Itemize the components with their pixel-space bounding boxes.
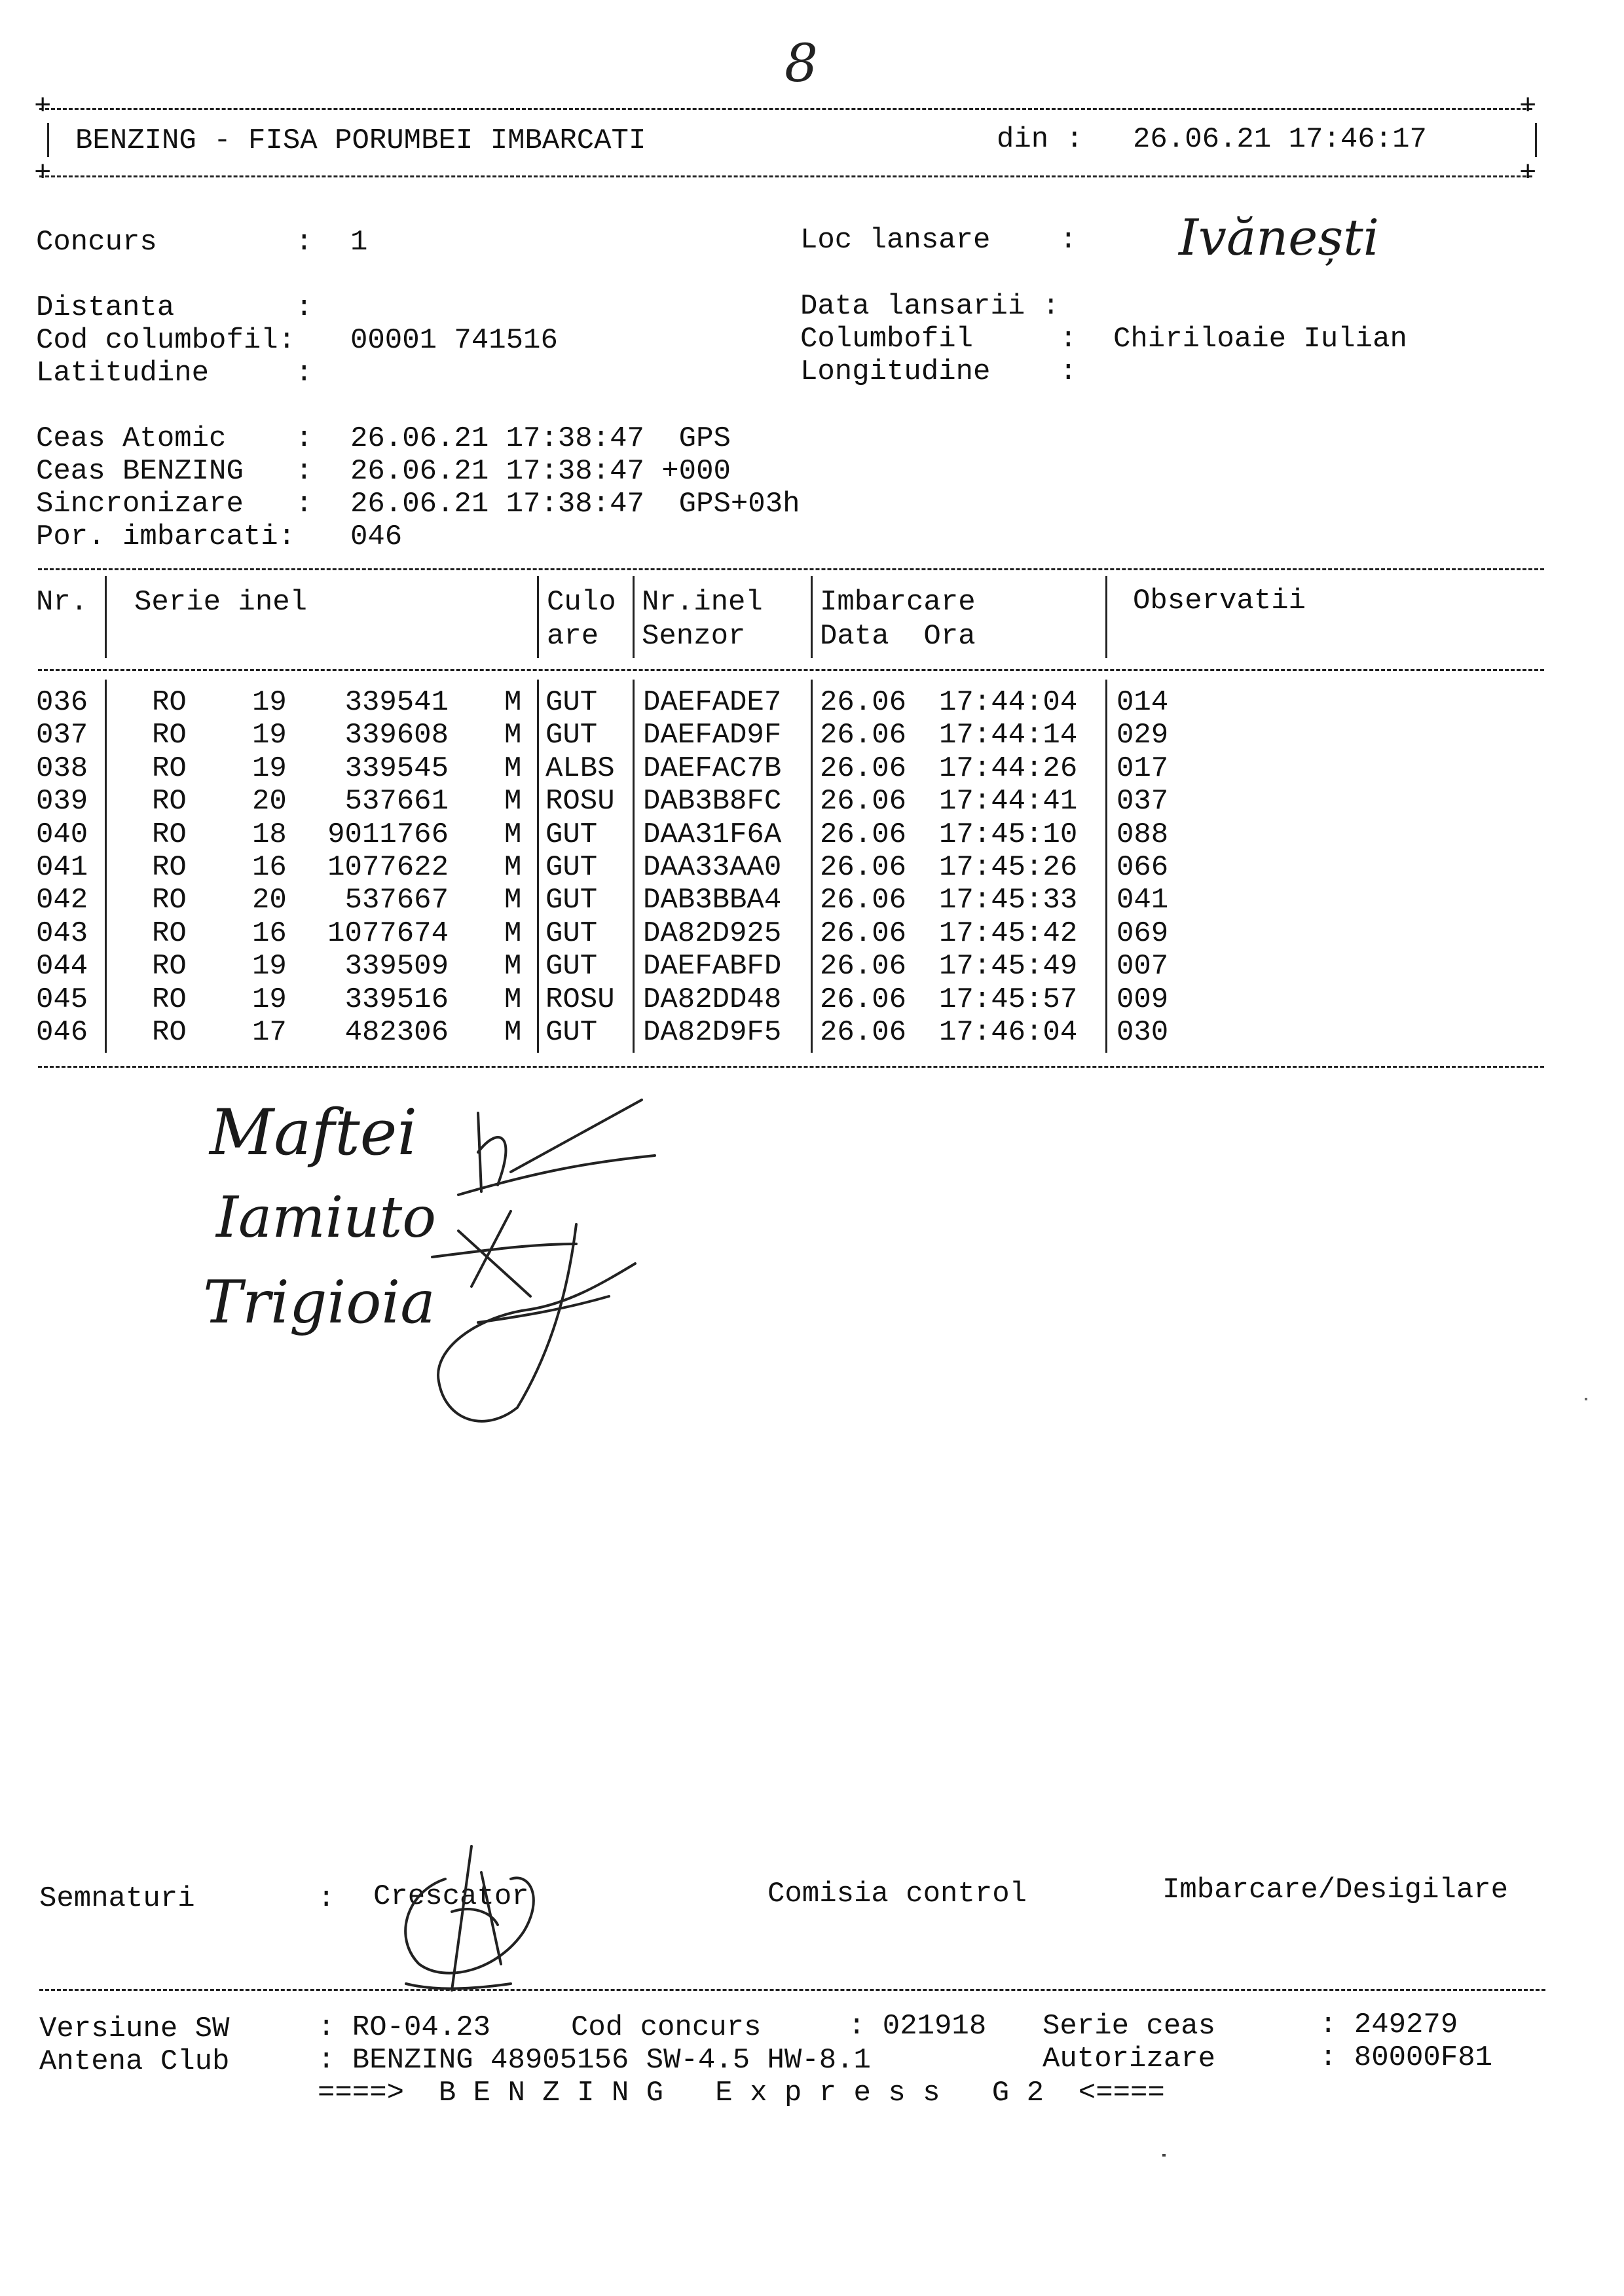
cell-senzor: DA82D925 — [643, 917, 782, 950]
cell-sex: M — [504, 719, 522, 752]
cell-nr: 045 — [36, 983, 88, 1016]
cell-numar: 1077622 — [327, 851, 449, 884]
ceas-benzing-label: Ceas BENZING : — [36, 455, 313, 488]
header-culoare-2: are — [547, 620, 599, 653]
cell-culoare: GUT — [545, 950, 598, 983]
col-sep-4-body — [811, 680, 813, 1053]
cell-data: 26.06 — [820, 917, 907, 950]
header-din-label: din : — [997, 123, 1084, 156]
ceas-benzing-value: 26.06.21 17:38:47 +000 — [350, 455, 731, 488]
cell-numar: 537661 — [344, 785, 449, 818]
cell-senzor: DAEFABFD — [643, 950, 782, 983]
cell-an: 19 — [252, 752, 287, 785]
ceas-atomic-value: 26.06.21 17:38:47 GPS — [350, 422, 731, 455]
cell-senzor: DA82DD48 — [643, 983, 782, 1016]
cell-sex: M — [504, 917, 522, 950]
table-header-border — [38, 669, 1544, 671]
cell-obs: 066 — [1116, 851, 1169, 884]
cell-culoare: GUT — [545, 719, 598, 752]
cell-data: 26.06 — [820, 752, 907, 785]
handwritten-name-3: Trigioia — [203, 1268, 435, 1337]
cell-data: 26.06 — [820, 686, 907, 719]
cell-ora: 17:45:49 — [939, 950, 1078, 983]
data-lansarii-label: Data lansarii : — [800, 290, 1060, 323]
header-corner-br: + — [1519, 157, 1537, 190]
cell-an: 17 — [252, 1016, 287, 1049]
col-sep-2 — [537, 576, 539, 658]
cell-culoare: ROSU — [545, 983, 615, 1016]
cell-culoare: GUT — [545, 686, 598, 719]
cell-sex: M — [504, 851, 522, 884]
cell-sex: M — [504, 983, 522, 1016]
semnaturi-colon: : — [318, 1882, 335, 1915]
header-din-value: 26.06.21 17:46:17 — [1133, 123, 1427, 156]
cell-nr: 046 — [36, 1016, 88, 1049]
cell-ora: 17:45:33 — [939, 884, 1078, 917]
cell-sex: M — [504, 686, 522, 719]
header-serie-inel: Serie inel — [134, 586, 308, 619]
cell-nr: 038 — [36, 752, 88, 785]
cod-concurs-value: : 021918 — [848, 2010, 987, 2043]
cell-data: 26.06 — [820, 785, 907, 818]
cell-an: 20 — [252, 884, 287, 917]
columbofil-label: Columbofil : — [800, 323, 1077, 355]
cell-tara: RO — [152, 851, 187, 884]
col-sep-2-body — [537, 680, 539, 1053]
col-sep-5-body — [1105, 680, 1107, 1053]
cell-nr: 036 — [36, 686, 88, 719]
crescator-signature — [367, 1833, 563, 2003]
cell-data: 26.06 — [820, 818, 907, 851]
cell-culoare: GUT — [545, 884, 598, 917]
distanta-label: Distanta : — [36, 291, 313, 324]
longitudine-label: Longitudine : — [800, 355, 1077, 388]
cell-obs: 041 — [1116, 884, 1169, 917]
autorizare-value: : 80000F81 — [1320, 2041, 1493, 2074]
cell-ora: 17:45:42 — [939, 917, 1078, 950]
header-culoare-1: Culo — [547, 586, 616, 619]
cell-ora: 17:45:26 — [939, 851, 1078, 884]
cell-an: 16 — [252, 917, 287, 950]
cell-ora: 17:44:04 — [939, 686, 1078, 719]
cell-senzor: DAB3BBA4 — [643, 884, 782, 917]
cell-data: 26.06 — [820, 719, 907, 752]
cell-senzor: DA82D9F5 — [643, 1016, 782, 1049]
latitudine-label: Latitudine : — [36, 357, 313, 390]
cell-numar: 537667 — [344, 884, 449, 917]
header-corner-bl: + — [34, 157, 52, 190]
cell-sex: M — [504, 752, 522, 785]
handwritten-signatures — [367, 1067, 825, 1434]
cell-ora: 17:45:57 — [939, 983, 1078, 1016]
cell-an: 16 — [252, 851, 287, 884]
cell-sex: M — [504, 1016, 522, 1049]
sincronizare-value: 26.06.21 17:38:47 GPS+03h — [350, 488, 800, 520]
header-imbarcare-1: Imbarcare — [820, 586, 976, 619]
pigeon-table — [0, 0, 1624, 1113]
cell-culoare: GUT — [545, 851, 598, 884]
cod-concurs-label: Cod concurs — [571, 2011, 762, 2044]
sincronizare-label: Sincronizare : — [36, 488, 313, 520]
cell-data: 26.06 — [820, 884, 907, 917]
header-nr-inel-2: Senzor — [642, 620, 746, 653]
cell-obs: 014 — [1116, 686, 1169, 719]
cell-obs: 017 — [1116, 752, 1169, 785]
cod-columbofil-value: 00001 741516 — [350, 324, 558, 357]
col-sep-1-body — [105, 680, 107, 1053]
cell-tara: RO — [152, 884, 187, 917]
cell-tara: RO — [152, 818, 187, 851]
cell-obs: 009 — [1116, 983, 1169, 1016]
handwritten-name-1: Maftei — [210, 1096, 418, 1169]
cell-tara: RO — [152, 950, 187, 983]
serie-ceas-label: Serie ceas — [1043, 2010, 1216, 2043]
col-sep-1 — [105, 576, 107, 658]
cell-senzor: DAB3B8FC — [643, 785, 782, 818]
cell-tara: RO — [152, 785, 187, 818]
table-top-border — [38, 568, 1544, 570]
cod-columbofil-label: Cod columbofil: — [36, 324, 296, 357]
header-corner-tl: + — [34, 90, 52, 123]
cell-obs: 069 — [1116, 917, 1169, 950]
scan-speck — [1585, 1398, 1587, 1400]
benzing-banner: ====> B E N Z I N G E x p r e s s G 2 <==== — [318, 2077, 1165, 2109]
semnaturi-label: Semnaturi — [39, 1882, 195, 1915]
cell-nr: 042 — [36, 884, 88, 917]
antena-club-label: Antena Club — [39, 2045, 230, 2078]
cell-tara: RO — [152, 686, 187, 719]
col-sep-4 — [811, 576, 813, 658]
cell-nr: 039 — [36, 785, 88, 818]
header-nr-inel-1: Nr.inel — [642, 586, 763, 619]
cell-ora: 17:45:10 — [939, 818, 1078, 851]
cell-numar: 339545 — [344, 752, 449, 785]
comisia-label: Comisia control — [767, 1878, 1027, 1910]
cell-ora: 17:44:14 — [939, 719, 1078, 752]
cell-obs: 037 — [1116, 785, 1169, 818]
cell-numar: 9011766 — [327, 818, 449, 851]
cell-obs: 030 — [1116, 1016, 1169, 1049]
concurs-value: 1 — [350, 226, 368, 259]
cell-tara: RO — [152, 1016, 187, 1049]
cell-tara: RO — [152, 917, 187, 950]
col-sep-3 — [633, 576, 635, 658]
cell-an: 20 — [252, 785, 287, 818]
cell-tara: RO — [152, 983, 187, 1016]
cell-obs: 088 — [1116, 818, 1169, 851]
col-sep-3-body — [633, 680, 635, 1053]
imbarcare-label: Imbarcare/Desigilare — [1162, 1874, 1509, 1906]
cell-culoare: GUT — [545, 818, 598, 851]
cell-senzor: DAA33AA0 — [643, 851, 782, 884]
cell-numar: 339608 — [344, 719, 449, 752]
page-number: 8 — [784, 33, 818, 94]
cell-nr: 037 — [36, 719, 88, 752]
cell-an: 19 — [252, 719, 287, 752]
cell-data: 26.06 — [820, 983, 907, 1016]
cell-nr: 041 — [36, 851, 88, 884]
cell-ora: 17:44:41 — [939, 785, 1078, 818]
cell-sex: M — [504, 884, 522, 917]
cell-nr: 044 — [36, 950, 88, 983]
header-nr: Nr. — [36, 586, 88, 619]
col-sep-5 — [1105, 576, 1107, 658]
cell-numar: 339509 — [344, 950, 449, 983]
crescator-label: Crescator — [373, 1880, 529, 1913]
loc-lansare-label: Loc lansare : — [800, 224, 1077, 257]
cell-senzor: DAEFAC7B — [643, 752, 782, 785]
cell-an: 19 — [252, 686, 287, 719]
columbofil-value: Chiriloaie Iulian — [1113, 323, 1407, 355]
scan-speck — [1162, 2154, 1166, 2157]
cell-sex: M — [504, 818, 522, 851]
header-imbarcare-2: Data Ora — [820, 620, 976, 653]
cell-obs: 029 — [1116, 719, 1169, 752]
cell-culoare: ALBS — [545, 752, 615, 785]
footer-separator — [39, 1989, 1545, 1991]
cell-ora: 17:44:26 — [939, 752, 1078, 785]
concurs-label: Concurs : — [36, 226, 313, 259]
cell-senzor: DAEFADE7 — [643, 686, 782, 719]
cell-sex: M — [504, 785, 522, 818]
cell-numar: 339541 — [344, 686, 449, 719]
cell-data: 26.06 — [820, 851, 907, 884]
cell-numar: 482306 — [344, 1016, 449, 1049]
por-imbarcati-label: Por. imbarcati: — [36, 520, 296, 553]
cell-tara: RO — [152, 752, 187, 785]
serie-ceas-value: : 249279 — [1320, 2009, 1458, 2041]
cell-nr: 043 — [36, 917, 88, 950]
loc-lansare-value: Ivănești — [1179, 208, 1380, 266]
cell-nr: 040 — [36, 818, 88, 851]
versiune-sw-label: Versiune SW — [39, 2013, 230, 2045]
autorizare-label: Autorizare — [1043, 2043, 1216, 2075]
por-imbarcati-value: 046 — [350, 520, 403, 553]
cell-data: 26.06 — [820, 1016, 907, 1049]
cell-numar: 1077674 — [327, 917, 449, 950]
versiune-sw-value: : RO-04.23 — [318, 2011, 491, 2044]
cell-senzor: DAA31F6A — [643, 818, 782, 851]
cell-data: 26.06 — [820, 950, 907, 983]
cell-senzor: DAEFAD9F — [643, 719, 782, 752]
antena-club-value: : BENZING 48905156 SW-4.5 HW-8.1 — [318, 2044, 871, 2077]
cell-an: 18 — [252, 818, 287, 851]
cell-tara: RO — [152, 719, 187, 752]
cell-culoare: ROSU — [545, 785, 615, 818]
cell-numar: 339516 — [344, 983, 449, 1016]
header-corner-tr: + — [1519, 90, 1537, 123]
header-observatii: Observatii — [1133, 585, 1306, 617]
cell-ora: 17:46:04 — [939, 1016, 1078, 1049]
cell-culoare: GUT — [545, 1016, 598, 1049]
handwritten-name-2: Iamiuto — [216, 1185, 437, 1250]
cell-obs: 007 — [1116, 950, 1169, 983]
header-title: BENZING - FISA PORUMBEI IMBARCATI — [75, 124, 646, 157]
cell-culoare: GUT — [545, 917, 598, 950]
cell-an: 19 — [252, 950, 287, 983]
cell-sex: M — [504, 950, 522, 983]
ceas-atomic-label: Ceas Atomic : — [36, 422, 313, 455]
cell-an: 19 — [252, 983, 287, 1016]
